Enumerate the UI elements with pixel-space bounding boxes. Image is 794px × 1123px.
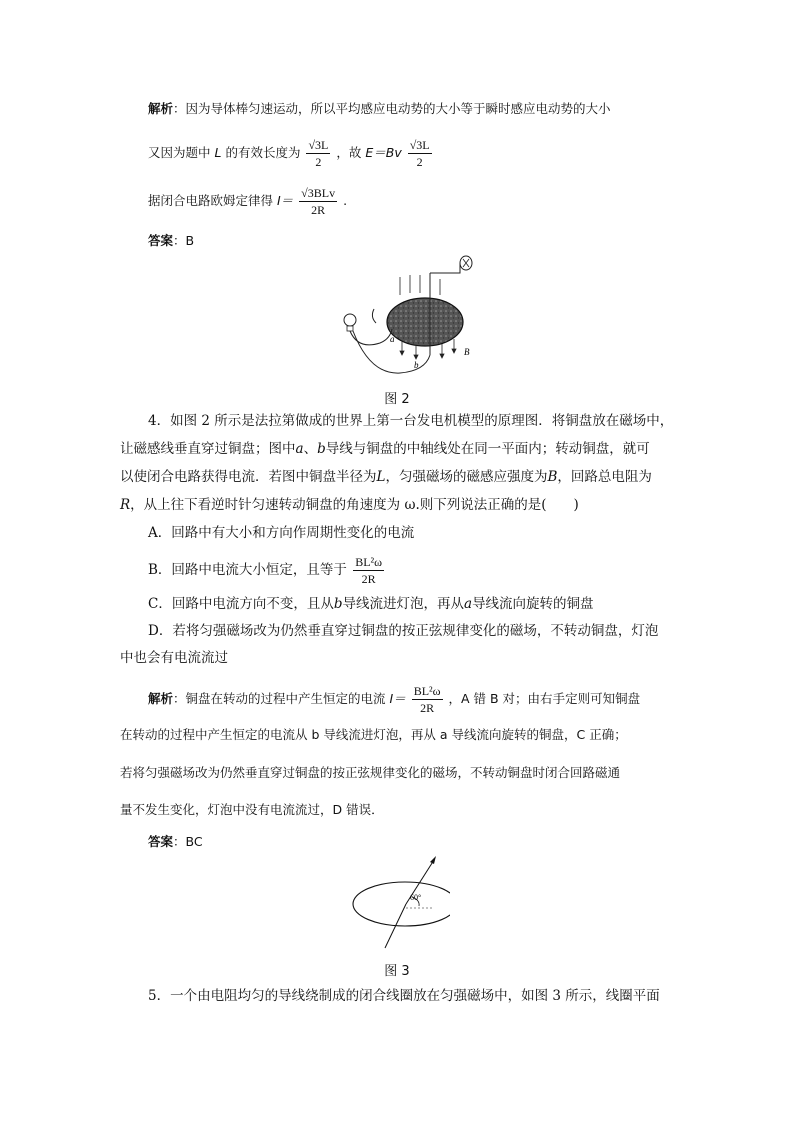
figure-2-faraday-disk xyxy=(330,255,490,380)
fraction-option-b: $\frac{\text{BL²ω}}{2R}$ xyxy=(355,555,383,586)
question-4-line-2: 让磁感线垂直穿过铜盘；图中a、b导线与铜盘的中轴线处在同一平面内；转动铜盘，就可 xyxy=(120,441,650,457)
copper-disk xyxy=(387,298,463,346)
label-a: a xyxy=(390,334,395,344)
fraction-sqrt3L-over-2: $\frac{√3L}{2}$ xyxy=(308,138,329,169)
answer-label: 答案 xyxy=(148,233,174,248)
fraction-sqrt3L-over-2-b: $\frac{√3L}{2}$ xyxy=(409,138,430,169)
solution-label: 解析 xyxy=(148,101,174,116)
angle-label: 60° xyxy=(410,893,422,902)
figure-3-caption: 图 3 xyxy=(384,964,410,979)
solution-1-line-2: 又因为题中 L 的有效长度为 $\frac{√3L}{2}$ ，故 E＝Bv $\frac{√3L}{2}$ xyxy=(148,138,430,169)
field-arrow-icon xyxy=(430,856,436,864)
solution-2-line-3: 若将匀强磁场改为仍然垂直穿过铜盘的按正弦规律变化的磁场，不转动铜盘时闭合回路磁通 xyxy=(120,765,621,780)
question-4-line-4: R，从上往下看逆时针匀速转动铜盘的角速度为 ω.则下列说法正确的是( ) xyxy=(120,497,579,513)
solution-2-line-1: 解析：铜盘在转动的过程中产生恒定的电流 I＝ $\frac{\text{BL²ω}}{2R}$ ，A 错 B 对；由右手定则可知铜盘 xyxy=(148,684,641,715)
label-field-B: B xyxy=(464,347,470,357)
light-bulb-icon xyxy=(344,314,356,326)
answer-1: 答案：B xyxy=(148,233,195,248)
fraction-current: $\frac{\text{√3BLv}}{2R}$ xyxy=(301,186,336,217)
solution-2-line-2: 在转动的过程中产生恒定的电流从 b 导线流进灯泡，再从 a 导线流向旋转的铜盘，C 正确； xyxy=(120,727,627,742)
figure-2-caption: 图 2 xyxy=(384,392,410,407)
option-a: A．回路中有大小和方向作周期性变化的电流 xyxy=(148,525,415,541)
coil-ellipse xyxy=(353,882,450,926)
option-d-line-1: D．若将匀强磁场改为仍然垂直穿过铜盘的按正弦规律变化的磁场，不转动铜盘，灯泡 xyxy=(148,623,659,639)
figure-3-coil-in-field xyxy=(350,852,450,952)
question-5-line-1: 5．一个由电阻均匀的导线绕制成的闭合线圈放在匀强磁场中，如图 3 所示，线圈平面 xyxy=(148,988,660,1004)
solution-1-line-1: 解析：因为导体棒匀速运动，所以平均感应电动势的大小等于瞬时感应电动势的大小 xyxy=(148,101,611,116)
solution-2-line-4: 量不发生变化，灯泡中没有电流流过，D 错误． xyxy=(120,802,384,817)
option-c: C．回路中电流方向不变，且从b导线流进灯泡，再从a导线流向旋转的铜盘 xyxy=(148,596,594,612)
fraction-current-2: $\frac{\text{BL²ω}}{2R}$ xyxy=(413,684,441,715)
solution-1-line-3: 据闭合电路欧姆定律得 I＝ $\frac{\text{√3BLv}}{2R}$ . xyxy=(148,186,348,217)
question-4-line-1: 4．如图 2 所示是法拉第做成的世界上第一台发电机模型的原理图．将铜盘放在磁场中， xyxy=(148,413,674,429)
question-4-line-3: 以使闭合电路获得电流．若图中铜盘半径为L，匀强磁场的磁感应强度为B，回路总电阻为 xyxy=(120,469,652,485)
label-b: b xyxy=(414,360,419,370)
answer-2: 答案：BC xyxy=(148,834,203,849)
answer-label: 答案 xyxy=(148,834,174,849)
option-b: B．回路中电流大小恒定，且等于 $\frac{\text{BL²ω}}{2R}$ xyxy=(148,555,383,586)
solution-label: 解析 xyxy=(148,691,174,706)
option-d-line-2: 中也会有电流流过 xyxy=(120,650,228,666)
